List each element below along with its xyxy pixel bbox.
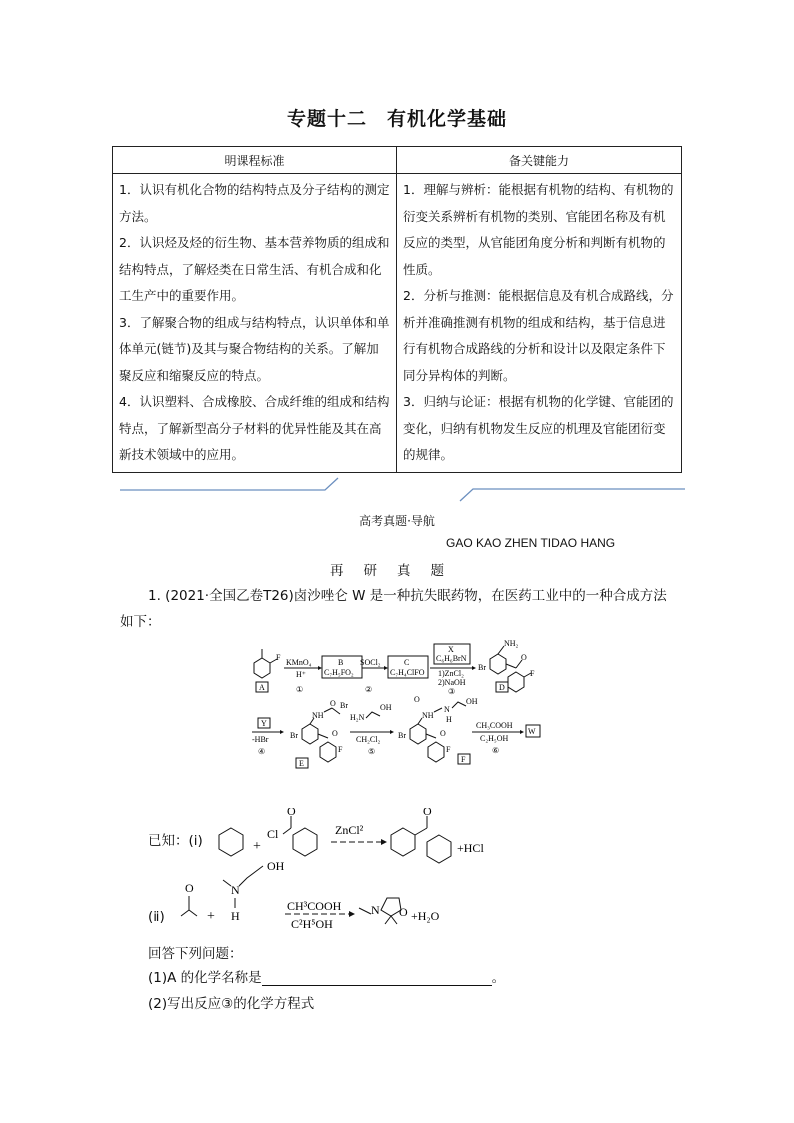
atom-o-e: O — [330, 699, 336, 708]
svg-text:+: + — [253, 839, 261, 854]
curriculum-table — [112, 146, 682, 473]
formula-x: C₆H₆BrN — [436, 654, 467, 663]
label-a: A — [259, 683, 265, 692]
atom-o-f: O — [414, 695, 420, 704]
reagent-kmno4: KMnO₄ — [286, 658, 312, 667]
label-w: W — [528, 727, 536, 736]
atom-o-i2: O — [423, 808, 432, 818]
atom-nh-f: NH — [422, 711, 434, 720]
formula-b: C₇H₅FO₂ — [324, 668, 354, 677]
subquestion-1-text: (1)A 的化学名称是 — [148, 970, 262, 986]
atom-f-d: F — [530, 669, 535, 678]
page-title: 专题十二 有机化学基础 — [286, 108, 507, 130]
atom-br-e2: Br — [340, 701, 348, 710]
table-header-right: 备关键能力 — [397, 147, 682, 174]
abilities-cell — [397, 174, 682, 473]
atom-n-ii2: N — [371, 903, 380, 917]
subquestion-2: (2)写出反应③的化学方程式 — [148, 996, 315, 1012]
label-b: B — [338, 658, 344, 667]
label-e: E — [299, 759, 304, 768]
atom-o-d: O — [521, 653, 527, 662]
ability-item-1: 1．理解与辨析：能根据有机物的结构、有机物的衍变关系辨析有机物的类别、官能团名称及有机反应的类型，从官能团角度分析和判断有机物的性质。 — [403, 182, 674, 277]
reagent-c2h5oh: C₂H₅OH — [480, 734, 509, 743]
standard-item-3: 3．了解聚合物的组成与结构特点，认识单体和单体单元(链节)及其与聚合物结构的关系。了解加聚反应和缩聚反应的特点。 — [119, 314, 390, 383]
atom-o-ii2: O — [399, 905, 408, 919]
question-1-text: 1. (2021·全国乙卷T26)卤沙唑仑 W 是一种抗失眠药物，在医药工业中的一种合成方法 — [148, 588, 667, 604]
table-row — [113, 174, 682, 473]
question-1-text-cont: 如下： — [120, 614, 161, 630]
atom-o-i: O — [287, 808, 296, 818]
atom-h-f: H — [446, 715, 452, 724]
subquestion-1 — [148, 966, 505, 986]
label-c: C — [404, 658, 410, 667]
reagent-hbr: -HBr — [252, 735, 269, 744]
atom-n-ii: N — [231, 883, 240, 897]
standard-item-1: 1．认识有机化合物的结构特点及分子结构的测定方法。 — [119, 182, 390, 224]
step-2: ② — [365, 685, 373, 694]
svg-text:+: + — [207, 909, 215, 924]
atom-o-f2: O — [440, 729, 446, 738]
reagent-zncl2: 1)ZnCl₂ — [438, 669, 464, 678]
step-6: ⑥ — [492, 746, 500, 755]
atom-oh-ii: OH — [267, 859, 285, 873]
reagent-socl2: SOCl₂ — [360, 658, 381, 667]
reagent-ch2cl2: CH₂Cl₂ — [356, 735, 381, 744]
atom-br-f: Br — [398, 731, 406, 740]
step-3: ③ — [448, 687, 456, 696]
atom-f-e: F — [338, 745, 343, 754]
known-ii-label: (ⅱ) — [148, 909, 165, 925]
atom-br-e: Br — [290, 731, 298, 740]
table-header-left: 明课程标准 — [113, 147, 397, 174]
section-divider — [110, 475, 690, 505]
atom-cl-i: Cl — [267, 827, 279, 841]
atom-nh2: NH₂ — [504, 639, 519, 648]
known-label: 已知：(ⅰ) — [148, 833, 203, 849]
atom-br-d: Br — [478, 663, 486, 672]
label-x: X — [448, 645, 454, 654]
step-5: ⑤ — [368, 747, 376, 756]
compound-d-structure — [478, 639, 535, 692]
atom-f-f: F — [446, 745, 451, 754]
atom-nh-e: NH — [312, 711, 324, 720]
product-h2o: +H₂O — [411, 909, 440, 923]
compound-a-structure — [254, 649, 281, 678]
atom-h-ii: H — [231, 909, 240, 923]
atom-o-e2: O — [332, 729, 338, 738]
product-hcl: +HCl — [457, 841, 484, 855]
reagent-naoh: 2)NaOH — [438, 678, 466, 687]
atom-oh-f: OH — [466, 697, 478, 706]
reagent-zncl: ZnCl² — [335, 823, 364, 837]
answer-prompt: 回答下列问题： — [148, 946, 243, 962]
reagent-ch3cooh-ii: CH³COOH — [287, 899, 342, 913]
step-4: ④ — [258, 747, 266, 756]
ability-item-2: 2．分析与推测：能根据信息及有机合成路线，分析并准确推测有机物的组成和结构，基于信息进行有机物合成路线的分析和设计以及限定条件下同分异构体的判断。 — [403, 288, 674, 383]
answer-blank-1[interactable] — [262, 971, 492, 986]
compound-f-structure — [398, 695, 478, 762]
step-1: ① — [296, 685, 304, 694]
reagent-h: H⁺ — [296, 670, 306, 679]
reagent-c2h5oh-ii: C²H⁵OH — [291, 917, 333, 931]
subsection-title: 再研真题 — [330, 563, 464, 579]
ability-item-3: 3．归纳与论证：根据有机物的化学键、官能团的变化，归纳有机物发生反应的机理及官能团衍变的规律。 — [403, 394, 674, 462]
atom-o-ii: O — [185, 881, 194, 895]
standard-item-4: 4．认识塑料、合成橡胶、合成纤维的组成和结构特点，了解新型高分子材料的优异性能及其在高新技术领域中的应用。 — [119, 394, 390, 462]
subquestion-1-end: 。 — [491, 970, 506, 986]
question-1-intro — [120, 583, 678, 635]
section-title-en: GAO KAO ZHEN TIDAO HANG — [446, 536, 616, 550]
label-d: D — [499, 683, 505, 692]
standards-cell — [113, 174, 397, 473]
formula-c: C₇H₄ClFO — [390, 668, 425, 677]
reagent-ch3cooh: CH₃COOH — [476, 721, 513, 730]
known-reaction-ii — [175, 858, 475, 938]
section-title-cn: 高考真题·导航 — [359, 514, 435, 528]
atom-h2n: H₂N — [350, 713, 365, 722]
atom-n-f: N — [444, 705, 450, 714]
compound-e-structure — [290, 699, 348, 762]
atom-f-a: F — [276, 653, 281, 662]
table-header-row — [113, 147, 682, 174]
label-y: Y — [261, 719, 267, 728]
label-f: F — [461, 755, 466, 764]
synthesis-scheme — [240, 636, 560, 776]
atom-oh-reagent: OH — [380, 703, 392, 712]
standard-item-2: 2．认识烃及烃的衍生物、基本营养物质的组成和结构特点，了解烃类在日常生活、有机合成和化工生产中的重要作用。 — [119, 235, 390, 303]
